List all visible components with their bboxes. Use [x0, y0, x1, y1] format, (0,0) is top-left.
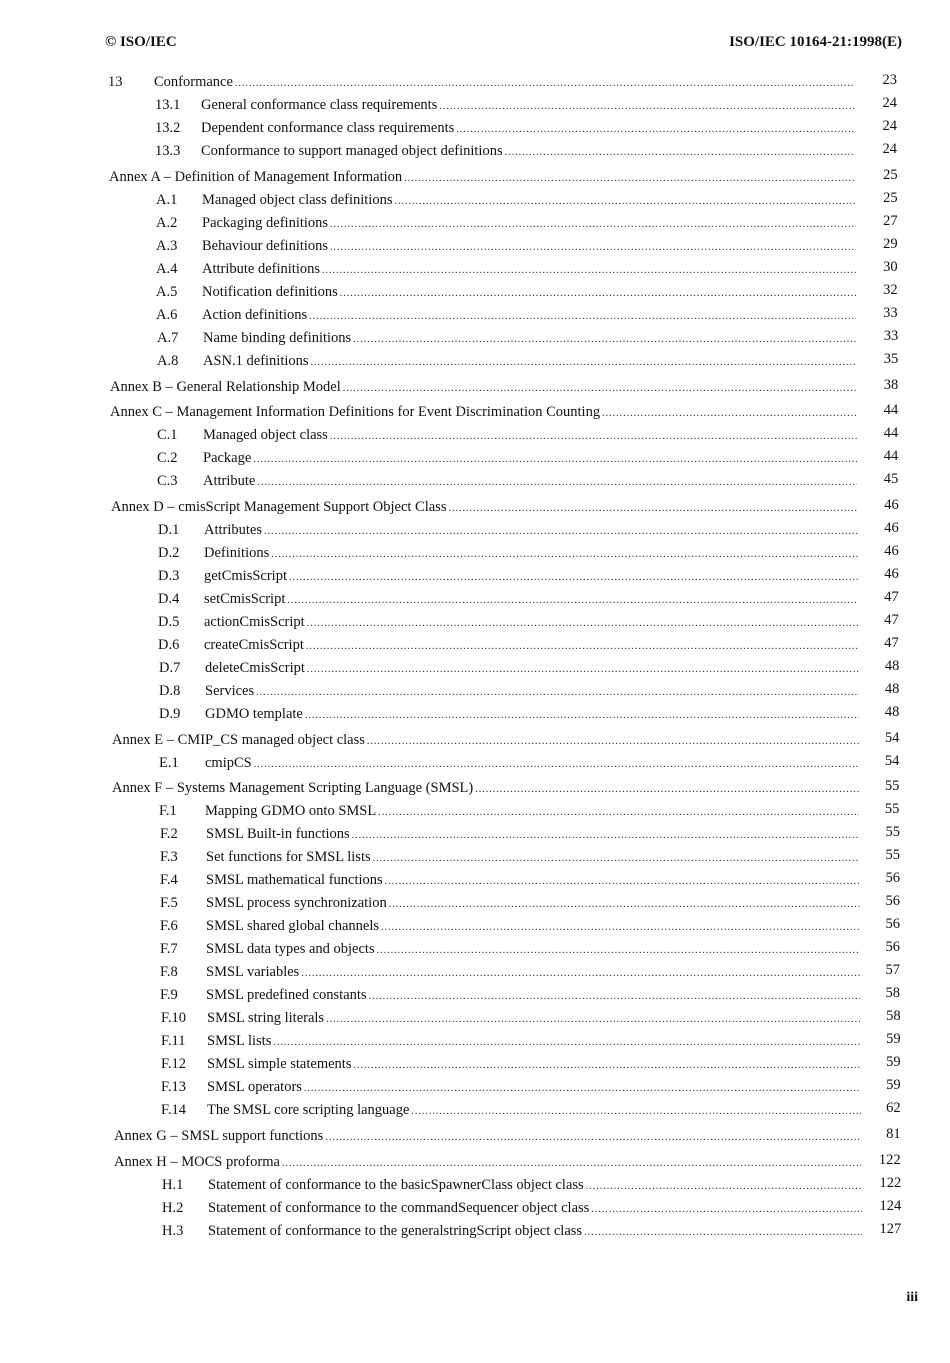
toc-entry[interactable]: [109, 169, 856, 191]
toc-entry-title: SMSL string literals: [207, 1010, 325, 1026]
dot-leader: [304, 1083, 861, 1094]
dot-leader: [373, 853, 860, 864]
toc-entry[interactable]: [114, 1154, 861, 1176]
toc-entry-page: 48: [884, 704, 900, 720]
header-standard-id: ISO/IEC 10164-21:1998(E): [729, 34, 902, 50]
toc-entry-title: cmipCS: [205, 755, 252, 771]
dot-leader: [377, 945, 860, 956]
toc-entry-number: F.14: [161, 1102, 187, 1118]
toc-entry-title: Action definitions: [202, 307, 308, 323]
dot-leader: [343, 383, 857, 394]
toc-subentry[interactable]: [161, 1056, 861, 1078]
toc-entry-number: 13.2: [155, 120, 181, 136]
toc-subentry[interactable]: [157, 330, 857, 352]
dot-leader: [301, 968, 860, 979]
toc-subentry[interactable]: [162, 1223, 862, 1245]
toc-entry-page: 24: [882, 141, 897, 157]
dot-leader: [330, 431, 857, 442]
toc-entry-title: Annex E – CMIP_CS managed object class: [112, 732, 365, 748]
toc-entry[interactable]: [114, 1128, 861, 1150]
toc-entry-page: 58: [886, 1008, 901, 1024]
dot-leader: [475, 784, 859, 795]
dot-leader: [586, 1181, 862, 1192]
toc-entry-page: 127: [879, 1221, 902, 1237]
toc-entry-title: SMSL process synchronization: [206, 895, 387, 911]
toc-entry[interactable]: [112, 780, 859, 802]
dot-leader: [367, 736, 859, 747]
toc-entry-title: Packaging definitions: [202, 215, 329, 231]
toc-entry-page: 56: [885, 939, 900, 955]
toc-subentry[interactable]: [157, 353, 857, 375]
toc-entry-title: Notification definitions: [202, 284, 338, 300]
toc-entry-title: actionCmisScript: [204, 614, 305, 630]
toc-entry-title: SMSL data types and objects: [206, 941, 375, 957]
toc-entry-number: D.4: [158, 591, 180, 607]
toc-entry-title: SMSL operators: [207, 1079, 302, 1095]
toc-subentry[interactable]: [156, 261, 856, 283]
toc-subentry[interactable]: [159, 706, 859, 728]
dot-leader: [385, 876, 860, 887]
toc-subentry[interactable]: [160, 941, 860, 963]
toc-subentry[interactable]: [155, 97, 855, 119]
toc-entry-title: GDMO template: [205, 706, 303, 722]
toc-entry-page: 38: [883, 377, 899, 393]
toc-entry-number: A.3: [156, 238, 178, 254]
dot-leader: [394, 196, 856, 207]
toc-entry-number: F.6: [160, 918, 178, 934]
toc-entry-number: A.1: [156, 192, 178, 208]
toc-entry[interactable]: [112, 732, 859, 754]
dot-leader: [591, 1204, 862, 1215]
dot-leader: [271, 549, 858, 560]
dot-leader: [389, 899, 860, 910]
dot-leader: [330, 242, 856, 253]
dot-leader: [439, 101, 855, 112]
toc-entry-title: Package: [203, 450, 252, 466]
toc-entry-page: 47: [884, 635, 899, 651]
toc-entry-page: 35: [883, 351, 899, 367]
toc-entry-page: 23: [882, 72, 897, 88]
toc-entry-title: Annex D – cmisScript Management Support Object Class: [111, 499, 447, 515]
toc-entry-page: 59: [886, 1031, 901, 1047]
toc-entry-page: 44: [883, 425, 899, 441]
toc-entry-page: 56: [885, 870, 900, 886]
toc-entry-title: Attribute: [203, 473, 256, 489]
toc-entry-number: C.3: [157, 473, 178, 489]
toc-entry-title: getCmisScript: [204, 568, 287, 584]
dot-leader: [322, 265, 856, 276]
toc-entry-number: F.1: [159, 803, 177, 819]
toc-entry-page: 124: [879, 1198, 902, 1214]
toc-entry-title: Annex B – General Relationship Model: [110, 379, 341, 395]
dot-leader: [253, 454, 857, 465]
toc-entry-page: 27: [883, 213, 898, 229]
toc-subentry[interactable]: [162, 1200, 862, 1222]
toc-entry-number: A.4: [156, 261, 178, 277]
dot-leader: [306, 641, 858, 652]
toc-entry-page: 48: [884, 658, 900, 674]
dot-leader: [305, 710, 859, 721]
dot-leader: [369, 991, 860, 1002]
toc-subentry[interactable]: [158, 545, 858, 567]
toc-entry-title: SMSL Built-in functions: [206, 826, 350, 842]
toc-subentry[interactable]: [156, 238, 856, 260]
toc-entry-title: Attribute definitions: [202, 261, 320, 277]
toc-entry-number: F.4: [160, 872, 178, 888]
toc-entry-page: 58: [885, 985, 900, 1001]
toc-entry-page: 57: [885, 962, 900, 978]
toc-entry-page: 47: [884, 612, 899, 628]
dot-leader: [505, 147, 855, 158]
toc-entry-number: A.2: [156, 215, 178, 231]
toc-entry-number: F.8: [160, 964, 178, 980]
toc-subentry[interactable]: [156, 284, 856, 306]
dot-leader: [352, 830, 860, 841]
toc-entry-title: SMSL mathematical functions: [206, 872, 383, 888]
toc-entry-title: Mapping GDMO onto SMSL: [205, 803, 377, 819]
dot-leader: [287, 595, 858, 606]
toc-entry-title: Conformance to support managed object definitions: [201, 143, 503, 159]
toc-entry-title: Statement of conformance to the commandSequencer object class: [208, 1200, 590, 1216]
toc-subentry[interactable]: [160, 826, 860, 848]
toc-subentry[interactable]: [160, 849, 860, 871]
toc-subentry[interactable]: [156, 192, 856, 214]
toc-subentry[interactable]: [159, 683, 859, 705]
toc-entry-page: 56: [885, 893, 900, 909]
toc-entry-title: deleteCmisScript: [205, 660, 305, 676]
toc-entry-number: F.3: [160, 849, 178, 865]
toc-entry-title: SMSL predefined constants: [206, 987, 367, 1003]
toc-entry-number: H.1: [162, 1177, 184, 1193]
page-number: iii: [906, 1290, 918, 1305]
dot-leader: [448, 503, 858, 514]
toc-subentry[interactable]: [161, 1102, 861, 1124]
dot-leader: [353, 1060, 861, 1071]
toc-entry-page: 55: [884, 778, 900, 794]
toc-entry-page: 25: [883, 190, 898, 206]
toc-subentry[interactable]: [159, 660, 859, 682]
dot-leader: [326, 1014, 861, 1025]
dot-leader: [311, 357, 857, 368]
dot-leader: [235, 78, 855, 89]
toc-entry-page: 54: [884, 753, 900, 769]
header-copyright: © ISO/IEC: [105, 34, 177, 50]
toc-subentry[interactable]: [160, 872, 860, 894]
toc-entry-page: 32: [883, 282, 898, 298]
toc-entry-title: Name binding definitions: [203, 330, 352, 346]
toc-subentry[interactable]: [155, 143, 855, 165]
toc-entry-title: Statement of conformance to the basicSpawnerClass object class: [208, 1177, 584, 1193]
toc-subentry[interactable]: [161, 1010, 861, 1032]
toc-entry-number: F.7: [160, 941, 178, 957]
toc-entry[interactable]: [110, 379, 857, 401]
toc-subentry[interactable]: [158, 637, 858, 659]
dot-leader: [353, 334, 857, 345]
toc-subentry[interactable]: [161, 1033, 861, 1055]
toc-entry-page: 33: [883, 328, 899, 344]
toc-entry-page: 46: [884, 566, 899, 582]
dot-leader: [325, 1132, 861, 1143]
toc-subentry[interactable]: [160, 918, 860, 940]
toc-entry-number: D.9: [159, 706, 181, 722]
toc-subentry[interactable]: [157, 450, 857, 472]
toc-entry-title: createCmisScript: [204, 637, 304, 653]
toc-entry-title: The SMSL core scripting language: [207, 1102, 410, 1118]
toc-entry-number: F.9: [160, 987, 178, 1003]
toc-entry-title: General conformance class requirements: [201, 97, 438, 113]
toc-subentry[interactable]: [157, 427, 857, 449]
toc-entry-number: F.10: [161, 1010, 187, 1026]
toc-entry-page: 24: [882, 118, 897, 134]
dot-leader: [254, 759, 859, 770]
toc-entry-page: 44: [883, 448, 899, 464]
toc-entry-page: 30: [883, 259, 898, 275]
toc-entry-title: SMSL shared global channels: [206, 918, 380, 934]
toc-entry-title: Services: [205, 683, 255, 699]
dot-leader: [378, 807, 859, 818]
dot-leader: [602, 408, 857, 419]
toc-subentry[interactable]: [158, 614, 858, 636]
toc-entry-page: 55: [885, 847, 900, 863]
toc-entry-number: D.8: [159, 683, 181, 699]
toc-entry-title: Dependent conformance class requirements: [201, 120, 455, 136]
toc-entry-page: 33: [883, 305, 898, 321]
toc-entry-title: Behaviour definitions: [202, 238, 329, 254]
toc-subentry[interactable]: [162, 1177, 862, 1199]
toc-entry[interactable]: [110, 404, 857, 426]
dot-leader: [264, 526, 858, 537]
dot-leader: [411, 1106, 861, 1117]
toc-subentry[interactable]: [160, 964, 860, 986]
toc-entry[interactable]: [111, 499, 858, 521]
toc-subentry[interactable]: [156, 307, 856, 329]
toc-entry-title: Managed object class: [203, 427, 328, 443]
toc-entry-number: D.6: [158, 637, 180, 653]
toc-entry-title: Annex H – MOCS proforma: [114, 1154, 280, 1170]
toc-entry-number: D.7: [159, 660, 181, 676]
dot-leader: [256, 687, 859, 698]
toc-entry-number: D.3: [158, 568, 180, 584]
toc-entry-page: 47: [884, 589, 899, 605]
toc-entry-page: 24: [882, 95, 897, 111]
toc-subentry[interactable]: [160, 987, 860, 1009]
toc-entry-page: 81: [886, 1126, 901, 1142]
toc-entry-page: 46: [884, 497, 899, 513]
toc-entry-number: D.1: [158, 522, 180, 538]
toc-entry-number: A.8: [157, 353, 179, 369]
toc-entry-title: Statement of conformance to the generalstringScript object class: [208, 1223, 583, 1239]
toc-entry-title: ASN.1 definitions: [203, 353, 309, 369]
toc-entry-page: 62: [886, 1100, 901, 1116]
toc-entry-title: SMSL simple statements: [207, 1056, 352, 1072]
toc-subentry[interactable]: [157, 473, 857, 495]
toc-entry-page: 122: [878, 1152, 901, 1168]
dot-leader: [282, 1158, 861, 1169]
toc-entry-page: 54: [884, 730, 900, 746]
dot-leader: [381, 922, 860, 933]
toc-entry-number: A.7: [157, 330, 179, 346]
toc-entry-number: H.3: [162, 1223, 184, 1239]
toc-entry-number: F.2: [160, 826, 178, 842]
toc-entry-title: Annex F – Systems Management Scripting Language (SMSL): [112, 780, 474, 796]
toc-entry-title: Definitions: [204, 545, 270, 561]
toc-entry-page: 55: [885, 824, 900, 840]
toc-subentry[interactable]: [158, 591, 858, 613]
toc-subentry[interactable]: [158, 568, 858, 590]
page-header: [0, 34, 950, 56]
toc-entry-title: SMSL lists: [207, 1033, 272, 1049]
toc-entry-page: 59: [886, 1077, 901, 1093]
toc-entry-title: SMSL variables: [206, 964, 300, 980]
toc-subentry[interactable]: [155, 120, 855, 142]
toc-entry-title: Set functions for SMSL lists: [206, 849, 371, 865]
toc-entry-number: F.12: [161, 1056, 187, 1072]
toc-entry-number: F.11: [161, 1033, 186, 1049]
toc-entry-page: 46: [884, 543, 899, 559]
toc-entry-number: A.5: [156, 284, 178, 300]
toc-entry-title: Conformance: [154, 74, 233, 90]
toc-entry-number: 13.3: [155, 143, 181, 159]
toc-entry-page: 46: [884, 520, 899, 536]
table-of-contents: [0, 74, 950, 1254]
toc-entry-page: 45: [883, 471, 899, 487]
dot-leader: [273, 1037, 861, 1048]
toc-entry-page: 25: [883, 167, 898, 183]
dot-leader: [307, 664, 859, 675]
toc-entry-page: 55: [884, 801, 900, 817]
toc-entry-title: setCmisScript: [204, 591, 286, 607]
toc-entry[interactable]: [108, 74, 855, 96]
dot-leader: [307, 618, 858, 629]
dot-leader: [340, 288, 856, 299]
toc-entry-number: F.13: [161, 1079, 187, 1095]
toc-entry-number: D.2: [158, 545, 180, 561]
toc-entry-title: Annex G – SMSL support functions: [114, 1128, 324, 1144]
toc-entry-page: 48: [884, 681, 900, 697]
dot-leader: [404, 173, 856, 184]
toc-entry-page: 56: [885, 916, 900, 932]
toc-subentry[interactable]: [158, 522, 858, 544]
toc-entry-title: Annex C – Management Information Definitions for Event Discrimination Counting: [110, 404, 601, 420]
toc-entry-number: F.5: [160, 895, 178, 911]
toc-entry-page: 29: [883, 236, 898, 252]
toc-entry-number: D.5: [158, 614, 180, 630]
dot-leader: [456, 124, 855, 135]
toc-entry-title: Managed object class definitions: [202, 192, 393, 208]
toc-entry-title: Annex A – Definition of Management Information: [109, 169, 403, 185]
toc-entry-page: 44: [883, 402, 899, 418]
toc-subentry[interactable]: [161, 1079, 861, 1101]
toc-entry-number: C.2: [157, 450, 178, 466]
dot-leader: [257, 477, 857, 488]
toc-entry-number: H.2: [162, 1200, 184, 1216]
toc-subentry[interactable]: [156, 215, 856, 237]
toc-entry-number: 13.1: [155, 97, 181, 113]
dot-leader: [309, 311, 856, 322]
dot-leader: [584, 1227, 862, 1238]
toc-subentry[interactable]: [159, 803, 859, 825]
dot-leader: [330, 219, 856, 230]
toc-entry-number: C.1: [157, 427, 178, 443]
toc-entry-title: Attributes: [204, 522, 262, 538]
toc-entry-number: A.6: [156, 307, 178, 323]
toc-entry-page: 59: [886, 1054, 901, 1070]
toc-subentry[interactable]: [159, 755, 859, 777]
dot-leader: [289, 572, 858, 583]
toc-entry-page: 122: [879, 1175, 902, 1191]
toc-subentry[interactable]: [160, 895, 860, 917]
toc-entry-number: E.1: [159, 755, 179, 771]
toc-entry-number: 13: [108, 74, 123, 90]
